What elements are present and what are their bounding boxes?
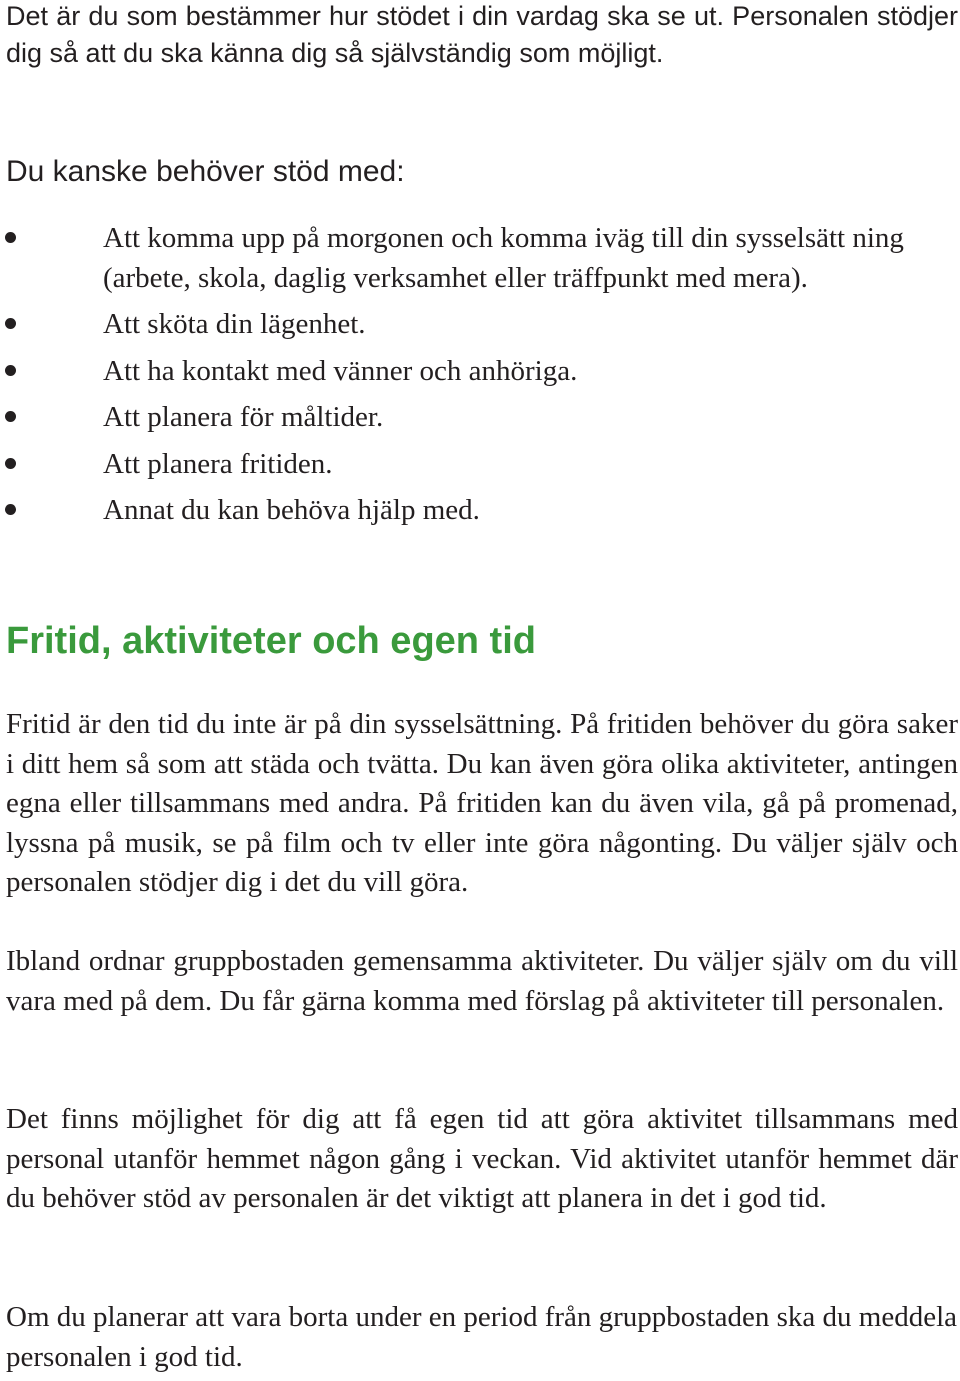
leisure-paragraph-4: Om du planerar att vara borta under en period från gruppbostaden ska du meddela personalen i god tid.: [6, 1301, 958, 1373]
leisure-paragraph-1: Fritid är den tid du inte är på din sysselsättning. På fritiden behöver du göra saker i ditt hem så som att städa och tvätta. Du kan även göra olika aktiviteter, antingen egna eller tillsammans med andra. På fritiden kan du även vila, gå på promenad, lyssna på musik, se på film och tv eller inte göra någonting. Du väljer själv och personalen stödjer dig i det du vill göra.: [6, 708, 958, 898]
bullet-icon: [5, 318, 16, 329]
bullet-icon: [5, 458, 16, 469]
list-item-label: Att planera för måltider.: [103, 401, 384, 433]
list-item-label: Annat du kan behöva hjälp med.: [103, 494, 480, 526]
list-item: [0, 219, 950, 298]
list-item-label: Att sköta din lägenhet.: [103, 308, 366, 340]
intro-paragraph: Det är du som bestämmer hur stödet i din vardag ska se ut. Personalen stödjer dig så att du ska känna dig så självständig som möjligt.: [6, 1, 958, 68]
bullet-icon: [5, 504, 16, 515]
list-item: [0, 398, 950, 438]
bullet-icon: [5, 411, 16, 422]
list-item: [0, 352, 950, 392]
support-heading: Du kanske behöver stöd med:: [6, 155, 405, 188]
leisure-paragraph-3: Det finns möjlighet för dig att få egen tid att göra aktivitet tillsammans med personal utanför hemmet någon gång i veckan. Vid aktivitet utanför hemmet där du behöver stöd av personalen är det viktigt att planera in det i god tid.: [6, 1103, 958, 1214]
leisure-paragraph-2: Ibland ordnar gruppbostaden gemensamma aktiviteter. Du väljer själv om du vill vara med på dem. Du får gärna komma med förslag på aktiviteter till personalen.: [6, 945, 958, 1017]
list-item: [0, 445, 950, 485]
bullet-icon: [5, 232, 16, 243]
list-item-label: Att ha kontakt med vänner och anhöriga.: [103, 354, 578, 387]
list-item: [0, 491, 950, 531]
bullet-icon: [5, 365, 16, 376]
support-list: [0, 219, 950, 538]
list-item-label: Att planera fritiden.: [103, 447, 333, 480]
section-heading: Fritid, aktiviteter och egen tid: [6, 620, 536, 662]
list-item: [0, 305, 950, 345]
list-item-label: Att komma upp på morgonen och komma iväg till din sysselsätt ning (arbete, skola, daglig verksamhet eller träffpunkt med mera).: [103, 222, 904, 294]
